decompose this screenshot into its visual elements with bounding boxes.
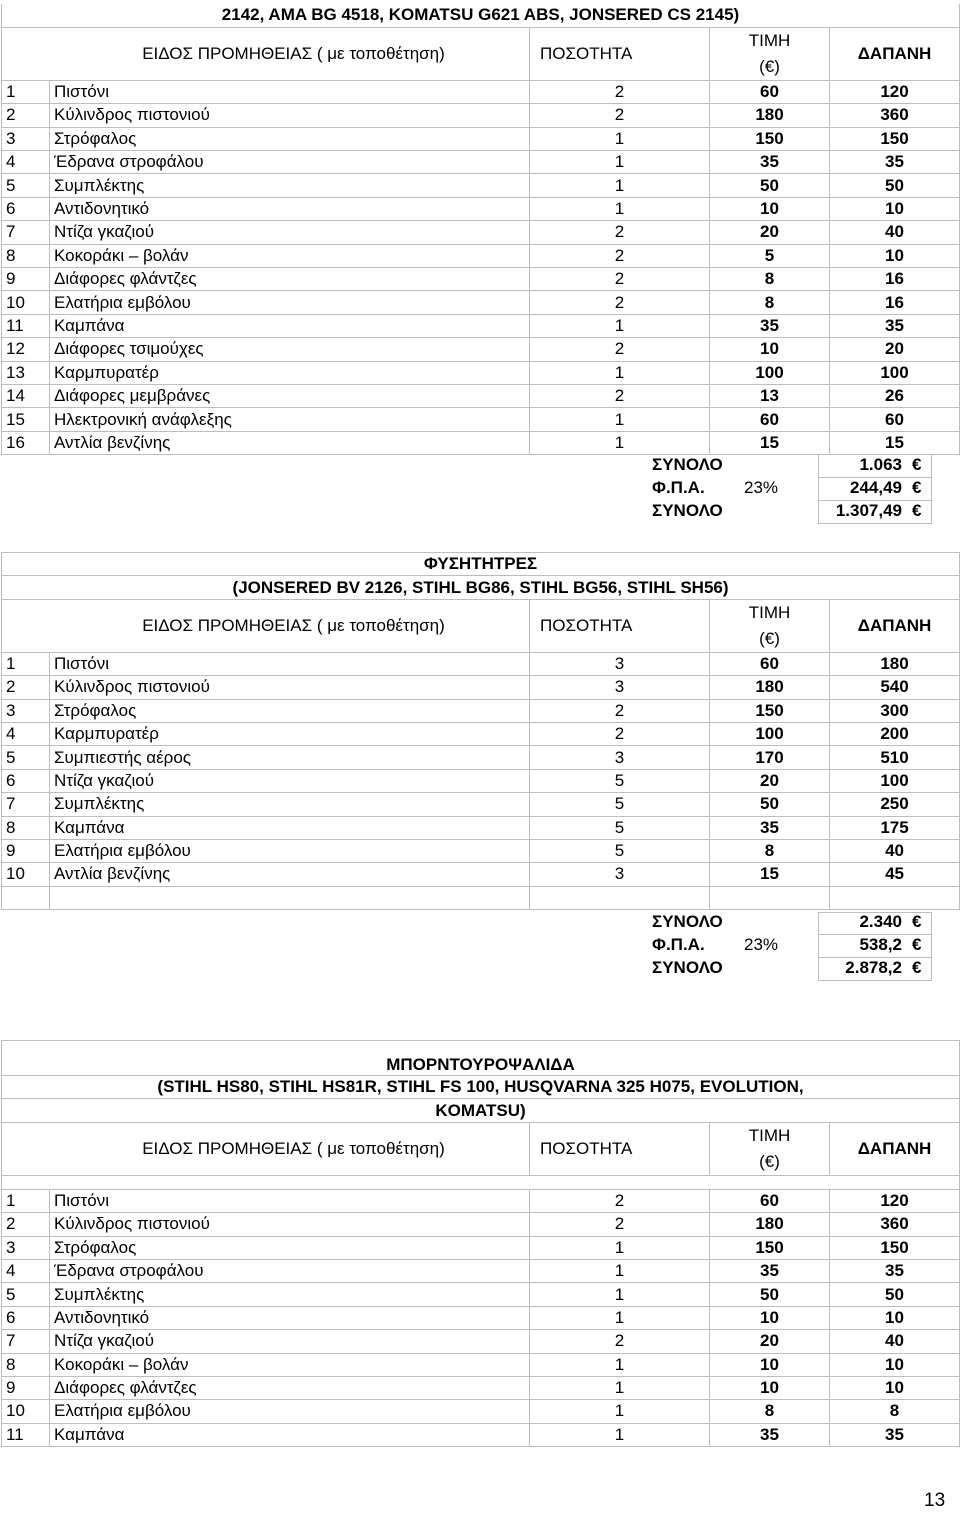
- summary-total: [0, 912, 960, 935]
- item-name: Στρόφαλος: [50, 127, 530, 150]
- parts-table: [1, 4, 960, 455]
- item-name: Ελατήρια εμβόλου: [50, 291, 530, 314]
- vat-label: Φ.Π.Α.: [652, 935, 705, 955]
- item-quantity: 2: [530, 221, 710, 244]
- item-price: 60: [710, 408, 830, 431]
- section-hedge-trimmers: [0, 1040, 960, 1447]
- item-cost: 50: [830, 174, 960, 197]
- item-name: Κοκοράκι – βολάν: [50, 244, 530, 267]
- header-price-label: ΤΙΜΗ: [748, 602, 791, 622]
- row-number: 15: [2, 408, 50, 431]
- item-quantity: 1: [530, 127, 710, 150]
- item-quantity: 2: [530, 384, 710, 407]
- item-price: 150: [710, 699, 830, 722]
- vat-label: Φ.Π.Α.: [652, 478, 705, 498]
- header-price-unit: (€): [759, 1151, 780, 1171]
- row-number: 11: [2, 314, 50, 337]
- item-cost: 10: [830, 1376, 960, 1399]
- item-name: Συμπλέκτης: [50, 793, 530, 816]
- item-price: 180: [710, 104, 830, 127]
- item-name: Αντιδονητικό: [50, 197, 530, 220]
- header-price: [710, 27, 830, 80]
- section-blowers: [0, 552, 960, 981]
- item-name: Ντίζα γκαζιού: [50, 769, 530, 792]
- item-name: Καρμπυρατέρ: [50, 361, 530, 384]
- section-subtitle-cont: KOMATSU): [2, 1099, 960, 1122]
- header-row: [2, 1122, 960, 1175]
- table-row: [2, 127, 960, 150]
- row-number: 16: [2, 431, 50, 454]
- table-title-row: [2, 576, 960, 599]
- item-name: Στρόφαλος: [50, 1236, 530, 1259]
- item-quantity: 1: [530, 197, 710, 220]
- item-cost: 35: [830, 1423, 960, 1446]
- summary-block: [0, 912, 960, 981]
- table-row: [2, 1423, 960, 1446]
- row-number: 7: [2, 221, 50, 244]
- table-row: [2, 699, 960, 722]
- table-row: [2, 431, 960, 454]
- item-price: 35: [710, 1423, 830, 1446]
- spacer-row: [2, 1175, 960, 1189]
- table-row: [2, 221, 960, 244]
- item-quantity: 1: [530, 1283, 710, 1306]
- item-name: Καμπάνα: [50, 816, 530, 839]
- item-cost: 40: [830, 221, 960, 244]
- item-name: Συμπιεστής αέρος: [50, 746, 530, 769]
- item-name: Πιστόνι: [50, 80, 530, 103]
- table-row: [2, 676, 960, 699]
- row-number: 4: [2, 1259, 50, 1282]
- page-number: 13: [924, 1490, 946, 1511]
- row-number: 7: [2, 1330, 50, 1353]
- vat-value: 244,49: [850, 478, 902, 498]
- item-cost: 26: [830, 384, 960, 407]
- item-name: Ελατήρια εμβόλου: [50, 1400, 530, 1423]
- item-quantity: 2: [530, 291, 710, 314]
- parts-table: [1, 552, 960, 910]
- table-row: [2, 1330, 960, 1353]
- header-quantity: ΠΟΣΟΤΗΤΑ: [530, 27, 710, 80]
- item-cost: 45: [830, 863, 960, 886]
- row-number: 3: [2, 1236, 50, 1259]
- item-quantity: 3: [530, 746, 710, 769]
- item-cost: 120: [830, 80, 960, 103]
- header-price-unit: (€): [759, 628, 780, 648]
- item-cost: 175: [830, 816, 960, 839]
- row-number: 4: [2, 722, 50, 745]
- row-number: 9: [2, 839, 50, 862]
- item-price: 35: [710, 151, 830, 174]
- header-row: [2, 599, 960, 652]
- row-number: 5: [2, 1283, 50, 1306]
- table-row: [2, 104, 960, 127]
- item-name: Κύλινδρος πιστονιού: [50, 676, 530, 699]
- table-row: [2, 746, 960, 769]
- row-number: 9: [2, 268, 50, 291]
- table-row: [2, 1306, 960, 1329]
- item-cost: 120: [830, 1189, 960, 1212]
- item-price: 8: [710, 1400, 830, 1423]
- table-row: [2, 1259, 960, 1282]
- table-row: [2, 268, 960, 291]
- item-cost: 40: [830, 1330, 960, 1353]
- item-price: 180: [710, 676, 830, 699]
- grand-total-value: 1.307,49: [835, 501, 902, 521]
- table-row: [2, 1213, 960, 1236]
- item-price: 35: [710, 1259, 830, 1282]
- euro-icon: €: [912, 478, 922, 498]
- item-price: 50: [710, 1283, 830, 1306]
- item-price: 13: [710, 384, 830, 407]
- table-row: [2, 151, 960, 174]
- section-title: ΜΠΟΡΝΤΟΥΡΟΨΑΛΙΔΑ: [2, 1041, 960, 1076]
- item-cost: 150: [830, 127, 960, 150]
- table-body: [2, 652, 960, 886]
- item-quantity: 1: [530, 1259, 710, 1282]
- row-number: 3: [2, 699, 50, 722]
- table-row: [2, 80, 960, 103]
- table-row: [2, 408, 960, 431]
- item-name: Διάφορες μεμβράνες: [50, 384, 530, 407]
- section-title: ΦΥΣΗΤΗΤΡΕΣ: [2, 553, 960, 576]
- summary-block: [0, 455, 960, 524]
- table-row: [2, 1353, 960, 1376]
- item-quantity: 2: [530, 722, 710, 745]
- euro-icon: €: [912, 501, 922, 521]
- item-price: 150: [710, 127, 830, 150]
- item-quantity: 2: [530, 268, 710, 291]
- table-row: [2, 863, 960, 886]
- item-quantity: 2: [530, 104, 710, 127]
- item-quantity: 2: [530, 80, 710, 103]
- item-name: Πιστόνι: [50, 1189, 530, 1212]
- item-quantity: 1: [530, 1376, 710, 1399]
- item-price: 180: [710, 1213, 830, 1236]
- header-price-label: ΤΙΜΗ: [748, 1125, 791, 1145]
- item-name: Διάφορες φλάντζες: [50, 1376, 530, 1399]
- summary-total: [0, 455, 960, 478]
- header-quantity: ΠΟΣΟΤΗΤΑ: [530, 599, 710, 652]
- item-quantity: 2: [530, 1189, 710, 1212]
- row-number: 8: [2, 244, 50, 267]
- item-cost: 10: [830, 1306, 960, 1329]
- table-row: [2, 839, 960, 862]
- table-row: [2, 722, 960, 745]
- parts-table: [1, 1040, 960, 1447]
- item-cost: 60: [830, 408, 960, 431]
- header-price-unit: (€): [759, 56, 780, 76]
- grand-total-label: ΣΥΝΟΛΟ: [652, 958, 723, 978]
- item-price: 5: [710, 244, 830, 267]
- item-quantity: 5: [530, 769, 710, 792]
- item-cost: 540: [830, 676, 960, 699]
- item-quantity: 2: [530, 1213, 710, 1236]
- item-name: Κοκοράκι – βολάν: [50, 1353, 530, 1376]
- grand-total-value: 2.878,2: [845, 958, 902, 978]
- item-price: 10: [710, 1306, 830, 1329]
- section-chainsaws: [0, 4, 960, 524]
- euro-icon: €: [912, 958, 922, 978]
- item-name: Αντιδονητικό: [50, 1306, 530, 1329]
- item-quantity: 2: [530, 244, 710, 267]
- item-cost: 35: [830, 151, 960, 174]
- item-price: 8: [710, 839, 830, 862]
- table-row: [2, 291, 960, 314]
- item-price: 15: [710, 863, 830, 886]
- vat-percent: 23%: [744, 478, 779, 498]
- table-row: [2, 338, 960, 361]
- item-name: Κύλινδρος πιστονιού: [50, 104, 530, 127]
- item-cost: 360: [830, 104, 960, 127]
- item-cost: 15: [830, 431, 960, 454]
- row-number: 5: [2, 746, 50, 769]
- item-price: 170: [710, 746, 830, 769]
- item-cost: 20: [830, 338, 960, 361]
- vat-percent: 23%: [744, 935, 779, 955]
- header-item: ΕΙΔΟΣ ΠΡΟΜΗΘΕΙΑΣ ( με τοποθέτηση): [2, 599, 530, 652]
- item-quantity: 2: [530, 1330, 710, 1353]
- grand-total-label: ΣΥΝΟΛΟ: [652, 501, 723, 521]
- table-row: [2, 769, 960, 792]
- item-name: Αντλία βενζίνης: [50, 431, 530, 454]
- item-quantity: 1: [530, 174, 710, 197]
- item-price: 8: [710, 268, 830, 291]
- item-quantity: 1: [530, 151, 710, 174]
- item-quantity: 1: [530, 314, 710, 337]
- item-price: 35: [710, 816, 830, 839]
- item-name: Ντίζα γκαζιού: [50, 1330, 530, 1353]
- item-quantity: 2: [530, 699, 710, 722]
- item-cost: 200: [830, 722, 960, 745]
- item-cost: 40: [830, 839, 960, 862]
- item-price: 35: [710, 314, 830, 337]
- row-number: 11: [2, 1423, 50, 1446]
- item-price: 8: [710, 291, 830, 314]
- row-number: 4: [2, 151, 50, 174]
- table-row: [2, 1236, 960, 1259]
- item-quantity: 3: [530, 863, 710, 886]
- item-name: Καμπάνα: [50, 314, 530, 337]
- row-number: 12: [2, 338, 50, 361]
- item-quantity: 1: [530, 1353, 710, 1376]
- item-price: 150: [710, 1236, 830, 1259]
- header-item: ΕΙΔΟΣ ΠΡΟΜΗΘΕΙΑΣ ( με τοποθέτηση): [2, 1122, 530, 1175]
- item-quantity: 5: [530, 816, 710, 839]
- item-price: 20: [710, 1330, 830, 1353]
- item-price: 15: [710, 431, 830, 454]
- row-number: 7: [2, 793, 50, 816]
- total-label: ΣΥΝΟΛΟ: [652, 455, 723, 475]
- item-quantity: 1: [530, 1400, 710, 1423]
- item-price: 50: [710, 793, 830, 816]
- item-name: Διάφορες τσιμούχες: [50, 338, 530, 361]
- summary-vat: [0, 935, 960, 958]
- item-cost: 10: [830, 244, 960, 267]
- total-value: 2.340: [859, 912, 902, 932]
- row-number: 5: [2, 174, 50, 197]
- section-subtitle: (JONSERED BV 2126, STIHL BG86, STIHL BG56, STIHL SH56): [2, 576, 960, 599]
- header-quantity: ΠΟΣΟΤΗΤΑ: [530, 1122, 710, 1175]
- item-price: 20: [710, 221, 830, 244]
- row-number: 8: [2, 1353, 50, 1376]
- table-row: [2, 816, 960, 839]
- item-price: 60: [710, 1189, 830, 1212]
- item-name: Κύλινδρος πιστονιού: [50, 1213, 530, 1236]
- item-cost: 150: [830, 1236, 960, 1259]
- table-title-row: [2, 553, 960, 576]
- table-row: [2, 244, 960, 267]
- item-price: 60: [710, 80, 830, 103]
- row-number: 9: [2, 1376, 50, 1399]
- table-row: [2, 1376, 960, 1399]
- table-row: [2, 174, 960, 197]
- item-price: 100: [710, 722, 830, 745]
- item-name: Διάφορες φλάντζες: [50, 268, 530, 291]
- item-name: Καμπάνα: [50, 1423, 530, 1446]
- item-price: 10: [710, 338, 830, 361]
- item-quantity: 2: [530, 338, 710, 361]
- table-title-row: [2, 1041, 960, 1076]
- row-number: 3: [2, 127, 50, 150]
- row-number: 10: [2, 291, 50, 314]
- item-quantity: 1: [530, 431, 710, 454]
- item-cost: 180: [830, 652, 960, 675]
- row-number: 14: [2, 384, 50, 407]
- item-quantity: 3: [530, 676, 710, 699]
- section-subtitle: (STIHL HS80, STIHL HS81R, STIHL FS 100, HUSQVARNA 325 H075, EVOLUTION,: [2, 1076, 960, 1099]
- header-cost: ΔΑΠΑΝΗ: [830, 1122, 960, 1175]
- item-name: Στρόφαλος: [50, 699, 530, 722]
- header-row: [2, 27, 960, 80]
- item-quantity: 1: [530, 361, 710, 384]
- item-price: 10: [710, 197, 830, 220]
- item-quantity: 1: [530, 1306, 710, 1329]
- item-quantity: 3: [530, 652, 710, 675]
- table-row: [2, 1283, 960, 1306]
- euro-icon: €: [912, 455, 922, 475]
- item-cost: 100: [830, 769, 960, 792]
- item-name: Πιστόνι: [50, 652, 530, 675]
- row-number: 2: [2, 676, 50, 699]
- item-name: Συμπλέκτης: [50, 1283, 530, 1306]
- row-number: 6: [2, 197, 50, 220]
- item-name: Συμπλέκτης: [50, 174, 530, 197]
- item-cost: 16: [830, 268, 960, 291]
- item-quantity: 1: [530, 408, 710, 431]
- row-number: 1: [2, 1189, 50, 1212]
- item-cost: 50: [830, 1283, 960, 1306]
- euro-icon: €: [912, 935, 922, 955]
- table-row: [2, 652, 960, 675]
- table-body: [2, 80, 960, 454]
- table-row: [2, 1189, 960, 1212]
- summary-grand-total: [0, 958, 960, 981]
- item-name: Καρμπυρατέρ: [50, 722, 530, 745]
- table-row: [2, 314, 960, 337]
- table-row: [2, 793, 960, 816]
- row-number: 1: [2, 652, 50, 675]
- item-name: Αντλία βενζίνης: [50, 863, 530, 886]
- table-title-row: [2, 4, 960, 27]
- item-cost: 100: [830, 361, 960, 384]
- item-cost: 8: [830, 1400, 960, 1423]
- item-quantity: 5: [530, 839, 710, 862]
- row-number: 1: [2, 80, 50, 103]
- vat-value: 538,2: [859, 935, 902, 955]
- item-name: Έδρανα στροφάλου: [50, 1259, 530, 1282]
- total-label: ΣΥΝΟΛΟ: [652, 912, 723, 932]
- item-cost: 10: [830, 1353, 960, 1376]
- item-cost: 250: [830, 793, 960, 816]
- item-cost: 35: [830, 314, 960, 337]
- item-cost: 510: [830, 746, 960, 769]
- item-name: Ντίζα γκαζιού: [50, 221, 530, 244]
- item-price: 10: [710, 1376, 830, 1399]
- row-number: 6: [2, 1306, 50, 1329]
- item-cost: 35: [830, 1259, 960, 1282]
- item-price: 50: [710, 174, 830, 197]
- row-number: 10: [2, 1400, 50, 1423]
- item-price: 20: [710, 769, 830, 792]
- table-title-row: [2, 1076, 960, 1099]
- row-number: 10: [2, 863, 50, 886]
- total-value: 1.063: [859, 455, 902, 475]
- section-title: 2142, AMA BG 4518, KOMATSU G621 ABS, JONSERED CS 2145): [2, 4, 960, 27]
- item-quantity: 1: [530, 1423, 710, 1446]
- item-name: Ηλεκτρονική ανάφλεξης: [50, 408, 530, 431]
- table-row: [2, 1400, 960, 1423]
- table-row-empty: [2, 886, 960, 909]
- table-row: [2, 197, 960, 220]
- row-number: 2: [2, 104, 50, 127]
- item-price: 10: [710, 1353, 830, 1376]
- table-title-row: [2, 1099, 960, 1122]
- header-price: [710, 1122, 830, 1175]
- header-price-label: ΤΙΜΗ: [748, 30, 791, 50]
- item-quantity: 1: [530, 1236, 710, 1259]
- header-item: ΕΙΔΟΣ ΠΡΟΜΗΘΕΙΑΣ ( με τοποθέτηση): [2, 27, 530, 80]
- item-name: Ελατήρια εμβόλου: [50, 839, 530, 862]
- table-row: [2, 384, 960, 407]
- row-number: 13: [2, 361, 50, 384]
- item-cost: 300: [830, 699, 960, 722]
- row-number: 8: [2, 816, 50, 839]
- summary-grand-total: [0, 501, 960, 524]
- item-cost: 10: [830, 197, 960, 220]
- item-quantity: 5: [530, 793, 710, 816]
- item-cost: 360: [830, 1213, 960, 1236]
- item-cost: 16: [830, 291, 960, 314]
- item-name: Έδρανα στροφάλου: [50, 151, 530, 174]
- euro-icon: €: [912, 912, 922, 932]
- table-body: [2, 1189, 960, 1446]
- header-cost: ΔΑΠΑΝΗ: [830, 599, 960, 652]
- header-price: [710, 599, 830, 652]
- summary-vat: [0, 478, 960, 501]
- header-cost: ΔΑΠΑΝΗ: [830, 27, 960, 80]
- item-price: 100: [710, 361, 830, 384]
- row-number: 6: [2, 769, 50, 792]
- table-row: [2, 361, 960, 384]
- item-price: 60: [710, 652, 830, 675]
- row-number: 2: [2, 1213, 50, 1236]
